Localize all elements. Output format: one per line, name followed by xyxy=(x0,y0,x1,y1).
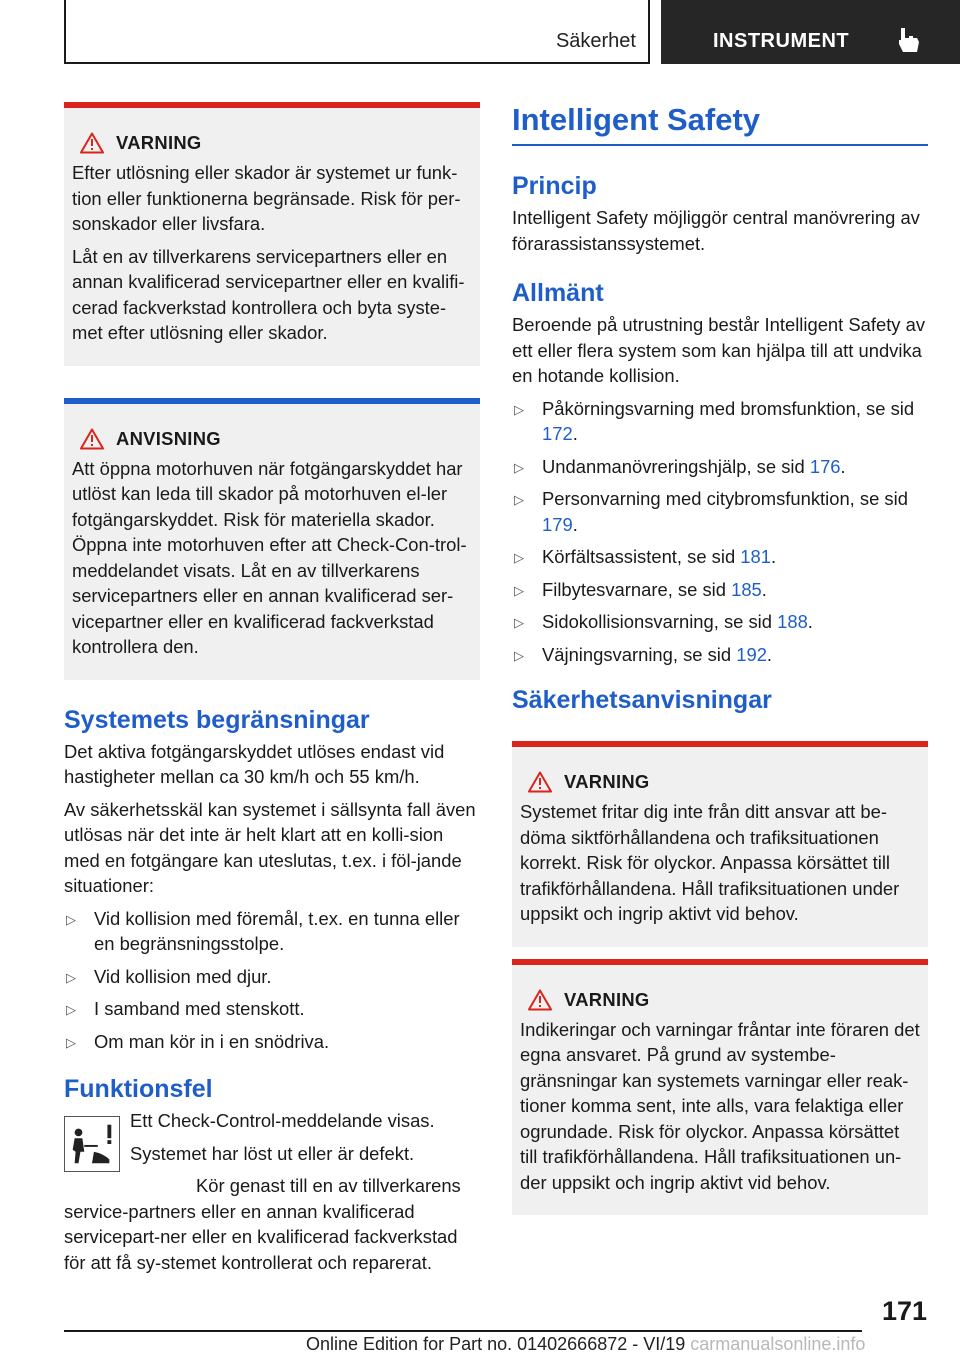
bullet-triangle-icon: ▷ xyxy=(514,401,524,417)
fault-text-3: Kör genast till en av tillverkarens service-partners eller en annan kvalificerad servicepart-ner eller en kvalificerad fackverkstad för att få sy-stemet kontrollerat och reparerat. xyxy=(64,1175,461,1273)
warning-title: VARNING xyxy=(528,989,920,1011)
warning-title: VARNING xyxy=(528,771,920,793)
footer-rule xyxy=(64,1330,862,1332)
list-item: ▷ Vid kollision med föremål, t.ex. en tunna eller en begränsningsstolpe. xyxy=(66,907,460,954)
notice-triangle-icon xyxy=(80,428,104,450)
page-link-181[interactable]: 181 xyxy=(740,546,771,567)
warning-triangle-icon xyxy=(528,989,552,1011)
watermark: carmanualsonline.info xyxy=(690,1334,866,1354)
heading-safety-notes: Säkerhetsanvisningar xyxy=(512,686,772,714)
page-link-192[interactable]: 192 xyxy=(736,643,767,665)
bullet-triangle-icon: ▷ xyxy=(514,582,524,598)
notice-title: ANVISNING xyxy=(80,428,472,450)
systems-list xyxy=(512,396,928,668)
header-chapter-tab[interactable] xyxy=(661,0,960,64)
warning-triangle-icon xyxy=(80,132,104,154)
list-item: ▷ Väjningsvarning, se sid 192. xyxy=(512,642,928,668)
general-text: Beroende på utrustning består Intelligent Safety av ett eller flera system som kan hjälpa till att undvika en hotande kollision. xyxy=(512,314,926,386)
bullet-triangle-icon: ▷ xyxy=(514,615,524,630)
bullet-triangle-icon: ▷ xyxy=(514,647,524,663)
warning-text-1: Efter utlösning eller skador är systemet ur funk-tion eller funktionerna begränsade. Risk för per-sonskador eller livsfara. xyxy=(72,162,461,234)
bullet-triangle-icon: ▷ xyxy=(66,1034,76,1050)
list-item: ▷ Sidokollisionsvarning, se sid 188. xyxy=(512,609,928,635)
list-item: ▷ Körfältsassistent, se sid 181. xyxy=(512,544,928,570)
principle-text: Intelligent Safety möjliggör central manövrering av förarassistanssystemet. xyxy=(512,207,920,254)
bullet-triangle-icon: ▷ xyxy=(66,969,76,985)
header-chapter-label: INSTRUMENT xyxy=(713,30,850,52)
page-link-172[interactable]: 172 xyxy=(542,423,573,444)
warning-text-2: Låt en av tillverkarens servicepartners eller en annan kvalificerad servicepartner eller en kvalifi-cerad fackverkstad kontrollera och byta syste-met efter utlösning eller skador. xyxy=(72,245,465,343)
header-divider xyxy=(648,0,650,64)
heading-general: Allmänt xyxy=(512,279,604,307)
warning-triangle-icon xyxy=(528,771,552,793)
list-item: ▷ Vid kollision med djur. xyxy=(64,964,480,990)
warning-box-indications xyxy=(512,959,928,1216)
footer-edition: Online Edition for Part no. 01402666872 - VI/19 carmanualsonline.info xyxy=(306,1334,866,1354)
header-left-rule xyxy=(64,0,66,64)
notice-text: Att öppna motorhuven när fotgängarskyddet har utlöst kan leda till skador på motorhuven el-ler fotgängarskyddet. Risk för materiella skador. Öppna inte motorhuven efter att Check-Con-trol-meddelandet visats. Låt en av tillverkarens servicepartners eller en annan kvalificerad ser-vicepartner eller en kvalificerad fackverkstad kontrollera den. xyxy=(72,457,467,657)
list-item: ▷ Personvarning med citybromsfunktion, se sid 179. xyxy=(514,488,908,535)
list-item: ▷ Filbytesvarnare, se sid 185. xyxy=(512,577,928,603)
heading-system-limits: Systemets begränsningar xyxy=(64,705,370,734)
list-item: ▷ Undanmanövreringshjälp, se sid 176. xyxy=(512,454,928,480)
heading-principle: Princip xyxy=(512,172,597,200)
bullet-triangle-icon: ▷ xyxy=(514,550,524,565)
page-link-185[interactable]: 185 xyxy=(731,578,762,600)
pointing-hand-icon xyxy=(895,26,921,54)
bullet-triangle-icon: ▷ xyxy=(514,459,524,475)
left-column xyxy=(64,102,480,1282)
fault-text-2: Systemet har löst ut eller är defekt. xyxy=(130,1142,415,1164)
page-link-176[interactable]: 176 xyxy=(809,455,841,477)
fault-text-1: Ett Check-Control-meddelande visas. xyxy=(130,1110,435,1131)
list-item: ▷ Om man kör in i en snödriva. xyxy=(64,1029,480,1055)
page-link-188[interactable]: 188 xyxy=(777,611,808,632)
limits-list xyxy=(64,906,480,1055)
right-column xyxy=(512,102,928,1215)
bullet-triangle-icon: ▷ xyxy=(66,911,76,927)
header-bottom-rule xyxy=(64,62,650,64)
header-section-title: Säkerhet xyxy=(555,30,636,52)
warning-text: Systemet fritar dig inte från ditt ansvar att be-döma siktförhållandena och trafiksituationen korrekt. Risk för olyckor. Anpassa körsättet till trafikförhållandena. Håll trafiksituationen under uppsikt och ingrip aktivt vid behov. xyxy=(520,801,900,924)
notice-box-hood xyxy=(64,398,480,680)
warning-box-responsibility xyxy=(512,741,928,947)
page-number: 171 xyxy=(882,1296,928,1326)
heading-malfunction: Funktionsfel xyxy=(64,1075,213,1103)
pedestrian-protection-icon xyxy=(64,1116,120,1172)
warning-title: VARNING xyxy=(80,132,472,154)
bullet-triangle-icon: ▷ xyxy=(514,492,524,507)
limits-text-1: Det aktiva fotgängarskyddet utlöses endast vid hastigheter mellan ca 30 km/h och 55 km/h. xyxy=(64,740,445,787)
list-item: ▷ I samband med stenskott. xyxy=(64,996,480,1022)
warning-box-after-deployment xyxy=(64,102,480,366)
page-title: Intelligent Safety xyxy=(512,102,928,146)
bullet-triangle-icon: ▷ xyxy=(66,1002,76,1017)
limits-text-2: Av säkerhetsskäl kan systemet i sällsynta fall även utlösas när det inte är helt klart att en kolli-sion med en fotgängare kan uteslutas, t.ex. i föl-jande situationer: xyxy=(64,798,476,896)
page-link-179[interactable]: 179 xyxy=(542,513,573,535)
list-item: ▷ Påkörningsvarning med bromsfunktion, se sid 172. xyxy=(514,397,915,444)
warning-text: Indikeringar och varningar fråntar inte föraren det egna ansvaret. På grund av systembe-gränsningar kan systemets varningar eller reak-tioner komma sent, inte alls, vara felaktiga eller ogrundade. Risk för olyckor. Anpassa körsättet till trafikförhållandena. Håll trafiksituationen un-der uppsikt och ingrip aktivt vid behov. xyxy=(520,1018,920,1193)
